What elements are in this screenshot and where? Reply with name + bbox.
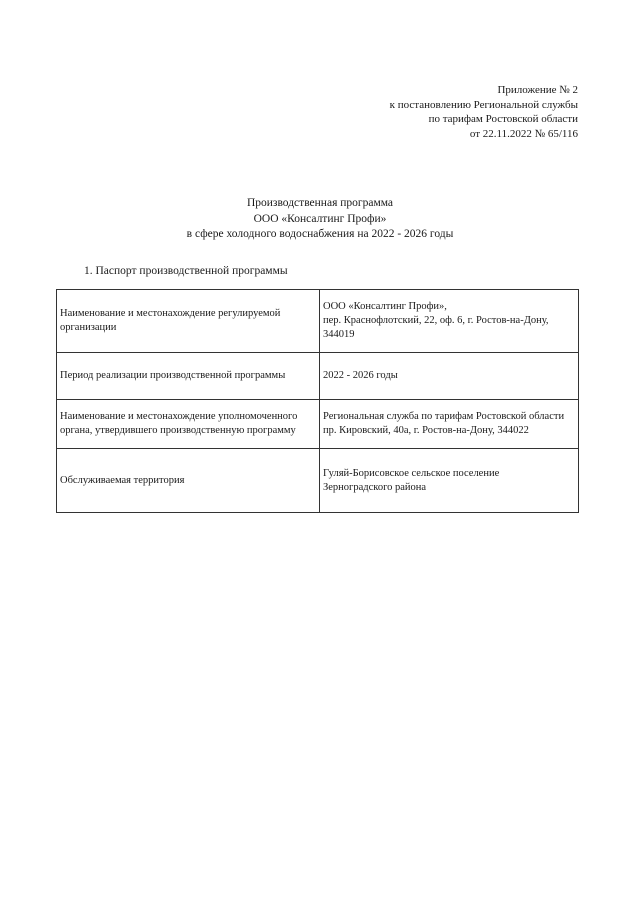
appendix-line: по тарифам Ростовской области: [428, 113, 578, 125]
title-line: Производственная программа: [246, 197, 394, 209]
passport-table: [56, 289, 579, 513]
table-row: [57, 353, 579, 400]
value-line: 2022 - 2026 годы: [323, 370, 398, 381]
value-line: пр. Кировский, 40а, г. Ростов-на-Дону, 344022: [323, 425, 529, 436]
value-line: 344019: [323, 329, 355, 340]
value-line: Региональная служба по тарифам Ростовской области: [323, 411, 565, 422]
value-line: Зерноградского района: [323, 481, 427, 493]
appendix-line: к постановлению Региональной службы: [389, 98, 578, 111]
appendix-line: от 22.11.2022 № 65/116: [469, 127, 578, 140]
table-row: [57, 449, 579, 513]
row-value: [320, 353, 579, 400]
table-row: [57, 400, 579, 449]
row-label: Наименование и местонахождение регулируемой организации: [57, 290, 320, 353]
appendix-line: Приложение № 2: [497, 84, 578, 96]
title-line: ООО «Консалтинг Профи»: [253, 212, 387, 225]
row-value: [320, 400, 579, 449]
row-label: Обслуживаемая территория: [57, 449, 320, 513]
value-line: Гуляй-Борисовское сельское поселение: [323, 467, 500, 479]
section-heading: 1. Паспорт производственной программы: [84, 265, 288, 277]
row-label: Наименование и местонахождение уполномоченного органа, утвердившего производственную программу: [57, 400, 320, 449]
row-value: [320, 449, 579, 513]
value-line: ООО «Консалтинг Профи»,: [323, 301, 447, 312]
row-value: [320, 290, 579, 353]
appendix-block: [390, 83, 578, 141]
document-title: [0, 196, 640, 243]
title-line: в сфере холодного водоснабжения на 2022 - 2026 годы: [186, 228, 454, 240]
table-row: [57, 290, 579, 353]
value-line: пер. Краснофлотский, 22, оф. 6, г. Ростов-на-Дону,: [323, 315, 549, 326]
row-label: Период реализации производственной программы: [57, 353, 320, 400]
